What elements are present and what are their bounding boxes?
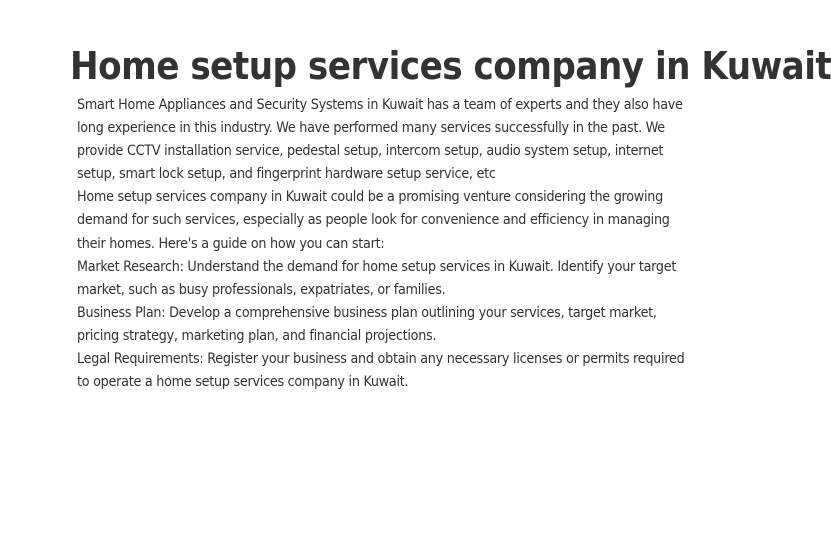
paragraph-overview: Home setup services company in Kuwait could be a promising venture considering the growing demand for such services, especially as people look for convenience and efficiency in managing their homes. Here's a guide on how you can start: [77,189,670,252]
paragraph-market-research: Market Research: Understand the demand for home setup services in Kuwait. Identify your target market, such as busy professionals, expatriates, or families. [77,258,677,298]
page-title: Home setup services company in Kuwait [70,44,831,88]
body-text [77,94,697,394]
paragraph-intro: Smart Home Appliances and Security Systems in Kuwait has a team of experts and they also have long experience in this industry. We have performed many services successfully in the past. We provide CCTV installation service, pedestal setup, intercom setup, audio system setup, internet setup, smart lock setup, and fingerprint hardware setup service, etc [77,97,683,183]
paragraph-legal-requirements: Legal Requirements: Register your business and obtain any necessary licenses or permits required to operate a home setup services company in Kuwait. [77,351,685,391]
paragraph-business-plan: Business Plan: Develop a comprehensive business plan outlining your services, target market, pricing strategy, marketing plan, and financial projections. [77,304,657,344]
